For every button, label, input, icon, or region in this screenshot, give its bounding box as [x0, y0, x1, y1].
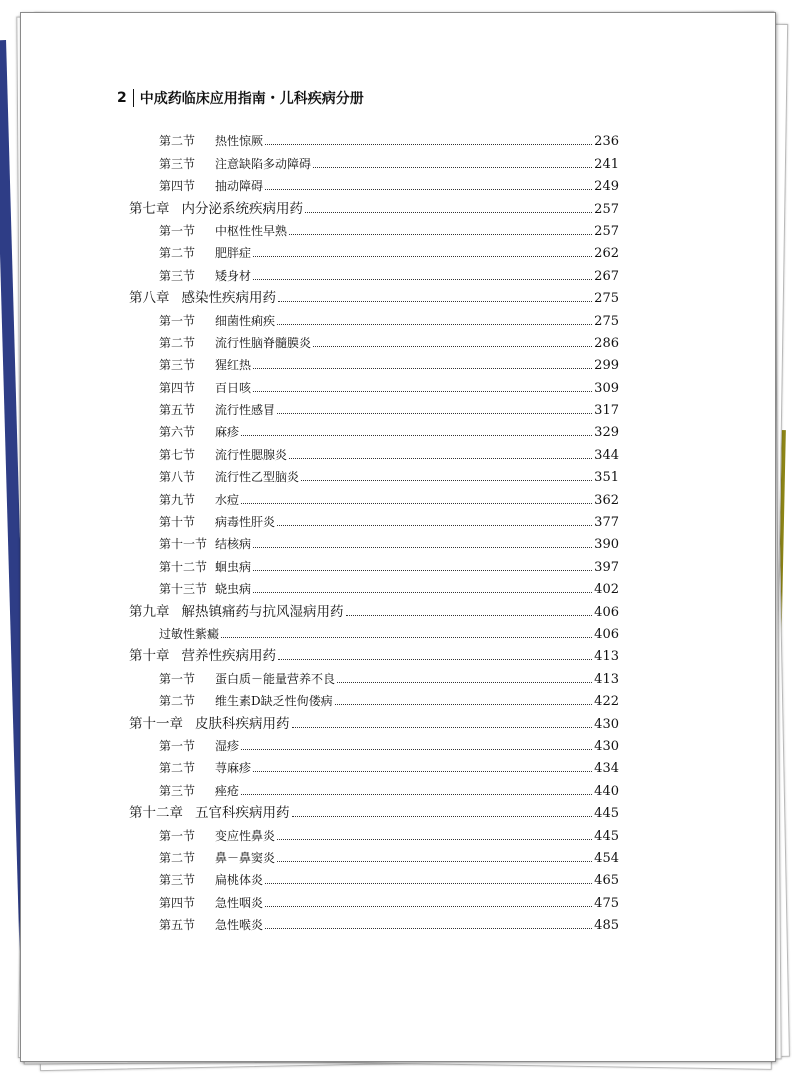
toc-entry-page: 362 [594, 492, 619, 508]
toc-entry-title: 鼻－鼻窦炎 [215, 850, 276, 865]
toc-section-entry[interactable] [129, 888, 619, 910]
toc-section-entry[interactable] [129, 463, 619, 485]
toc-section-entry[interactable] [129, 844, 619, 866]
toc-entry-page: 413 [594, 649, 619, 665]
toc-entry-title: 急性喉炎 [215, 918, 264, 933]
toc-section-entry[interactable] [129, 552, 619, 574]
toc-entry-page: 402 [594, 582, 619, 598]
toc-entry-title: 百日咳 [215, 380, 252, 395]
toc-entry-page: 236 [594, 134, 619, 150]
toc-entry-title: 蛋白质－能量营养不良 [215, 671, 336, 686]
toc-entry-title: 解热镇痛药与抗风湿病用药 [181, 603, 344, 620]
toc-entry-number: 第三节 [159, 873, 196, 888]
toc-entry-title: 痤疮 [215, 783, 240, 798]
toc-entry-number: 第三节 [159, 268, 196, 283]
toc-entry-page: 406 [594, 626, 619, 642]
dot-leader [289, 457, 592, 459]
dot-leader [277, 838, 592, 840]
toc-entry-number: 第一节 [159, 738, 196, 753]
dot-leader [278, 658, 592, 660]
toc-entry-title: 五官科疾病用药 [195, 805, 290, 822]
toc-section-entry[interactable] [129, 149, 619, 171]
dot-leader [265, 927, 592, 929]
dot-leader [221, 636, 592, 638]
toc-entry-number: 第二节 [159, 134, 196, 149]
dot-leader [253, 770, 592, 772]
toc-section-entry[interactable] [129, 687, 619, 709]
toc-entry-page: 445 [594, 828, 619, 844]
dot-leader [241, 502, 592, 504]
toc-entry-title: 扁桃体炎 [215, 873, 264, 888]
toc-entry-page: 351 [594, 470, 619, 486]
toc-entry-page: 309 [594, 380, 619, 396]
toc-entry-page: 257 [594, 223, 619, 239]
toc-entry-page: 262 [594, 246, 619, 262]
toc-entry-page: 241 [594, 156, 619, 172]
dot-leader [265, 905, 592, 907]
toc-entry-page: 390 [594, 537, 619, 553]
toc-section-entry[interactable] [129, 373, 619, 395]
toc-section-entry[interactable] [129, 821, 619, 843]
table-of-contents [129, 127, 619, 933]
toc-entry-page: 445 [594, 806, 619, 822]
toc-entry-number: 第十三节 [159, 582, 208, 597]
toc-section-entry[interactable] [129, 351, 619, 373]
toc-section-entry[interactable] [129, 732, 619, 754]
toc-entry-number: 第二节 [159, 850, 196, 865]
toc-section-entry[interactable] [129, 172, 619, 194]
toc-section-entry[interactable] [129, 508, 619, 530]
toc-section-entry[interactable] [129, 418, 619, 440]
toc-entry-number: 第二节 [159, 694, 196, 709]
toc-section-entry[interactable] [129, 329, 619, 351]
toc-entry-page: 454 [594, 850, 619, 866]
dot-leader [277, 524, 592, 526]
toc-entry-page: 422 [594, 694, 619, 710]
dot-leader [265, 882, 592, 884]
toc-entry-number: 第六节 [159, 425, 196, 440]
toc-entry-title: 维生素D缺乏性佝偻病 [215, 694, 333, 709]
toc-entry-page: 275 [594, 291, 619, 307]
dot-leader [253, 390, 592, 392]
toc-entry-title: 感染性疾病用药 [181, 290, 276, 307]
toc-entry-title: 热性惊厥 [215, 134, 264, 149]
dot-leader [278, 300, 592, 302]
toc-entry-page: 440 [594, 783, 619, 799]
toc-section-entry[interactable] [129, 911, 619, 933]
toc-entry-page: 406 [594, 604, 619, 620]
dot-leader [241, 793, 592, 795]
toc-entry-title: 流行性乙型脑炎 [215, 470, 300, 485]
toc-entry-title: 矮身材 [215, 268, 252, 283]
toc-entry-title: 麻疹 [215, 425, 240, 440]
toc-entry-number: 第七节 [159, 447, 196, 462]
toc-entry-title: 流行性脑脊髓膜炎 [215, 335, 312, 350]
dot-leader [313, 166, 592, 168]
toc-entry-title: 皮肤科疾病用药 [195, 715, 290, 732]
dot-leader [313, 345, 592, 347]
toc-section-entry[interactable] [129, 620, 619, 642]
dot-leader [253, 367, 592, 369]
toc-section-entry[interactable] [129, 440, 619, 462]
toc-entry-number: 第十一章 [129, 715, 183, 732]
toc-entry-page: 267 [594, 268, 619, 284]
toc-entry-title: 过敏性紫癜 [159, 626, 220, 641]
toc-entry-number: 第九章 [129, 603, 170, 620]
toc-entry-number: 第十章 [129, 648, 170, 665]
dot-leader [305, 211, 592, 213]
dot-leader [265, 188, 592, 190]
toc-entry-page: 377 [594, 515, 619, 531]
toc-entry-page: 275 [594, 313, 619, 329]
dot-leader [253, 546, 592, 548]
toc-entry-page: 257 [594, 201, 619, 217]
running-head [117, 88, 364, 108]
toc-entry-page: 344 [594, 447, 619, 463]
toc-section-entry[interactable] [129, 776, 619, 798]
toc-entry-title: 蛲虫病 [215, 582, 252, 597]
toc-entry-number: 第三节 [159, 783, 196, 798]
toc-entry-number: 第五节 [159, 918, 196, 933]
toc-entry-title: 肥胖症 [215, 246, 252, 261]
toc-entry-title: 蛔虫病 [215, 559, 252, 574]
page-number: 2 [117, 90, 127, 106]
toc-entry-page: 317 [594, 403, 619, 419]
toc-entry-title: 水痘 [215, 492, 240, 507]
toc-entry-page: 434 [594, 761, 619, 777]
toc-entry-title: 湿疹 [215, 738, 240, 753]
toc-entry-title: 中枢性性早熟 [215, 223, 288, 238]
toc-entry-title: 荨麻疹 [215, 761, 252, 776]
toc-section-entry[interactable] [129, 306, 619, 328]
toc-entry-number: 第十一节 [159, 537, 208, 552]
toc-entry-page: 475 [594, 895, 619, 911]
toc-entry-page: 430 [594, 716, 619, 732]
toc-entry-number: 第一节 [159, 313, 196, 328]
dot-leader [277, 323, 592, 325]
toc-entry-page: 299 [594, 358, 619, 374]
toc-entry-title: 猩红热 [215, 358, 252, 373]
toc-chapter-entry[interactable] [129, 642, 619, 664]
dot-leader [253, 569, 592, 571]
toc-entry-page: 286 [594, 335, 619, 351]
dot-leader [337, 681, 592, 683]
toc-entry-number: 第四节 [159, 380, 196, 395]
toc-entry-number: 第七章 [129, 200, 170, 217]
toc-entry-number: 第一节 [159, 828, 196, 843]
toc-entry-title: 变应性鼻炎 [215, 828, 276, 843]
toc-entry-number: 第三节 [159, 358, 196, 373]
toc-entry-title: 抽动障碍 [215, 179, 264, 194]
dot-leader [253, 255, 592, 257]
toc-entry-number: 第十二章 [129, 805, 183, 822]
toc-entry-page: 430 [594, 738, 619, 754]
dot-leader [301, 479, 592, 481]
toc-section-entry[interactable] [129, 239, 619, 261]
toc-section-entry[interactable] [129, 217, 619, 239]
toc-entry-number: 第十节 [159, 515, 196, 530]
toc-entry-page: 249 [594, 179, 619, 195]
dot-leader [253, 591, 592, 593]
toc-entry-title: 病毒性肝炎 [215, 515, 276, 530]
toc-entry-title: 急性咽炎 [215, 895, 264, 910]
toc-entry-number: 第三节 [159, 156, 196, 171]
toc-entry-number: 第八章 [129, 290, 170, 307]
dot-leader [241, 434, 592, 436]
toc-entry-number: 第二节 [159, 246, 196, 261]
toc-entry-title: 营养性疾病用药 [181, 648, 276, 665]
toc-entry-number: 第二节 [159, 335, 196, 350]
toc-entry-number: 第四节 [159, 179, 196, 194]
toc-section-entry[interactable] [129, 261, 619, 283]
toc-entry-page: 485 [594, 918, 619, 934]
dot-leader [277, 860, 592, 862]
toc-entry-title: 流行性感冒 [215, 403, 276, 418]
dot-leader [277, 412, 592, 414]
dot-leader [292, 815, 593, 817]
toc-section-entry[interactable] [129, 866, 619, 888]
dot-leader [335, 703, 593, 705]
toc-entry-number: 第二节 [159, 761, 196, 776]
toc-entry-title: 结核病 [215, 537, 252, 552]
toc-section-entry[interactable] [129, 396, 619, 418]
toc-chapter-entry[interactable] [129, 709, 619, 731]
toc-entry-number: 第九节 [159, 492, 196, 507]
toc-entry-number: 第八节 [159, 470, 196, 485]
dot-leader [253, 278, 592, 280]
dot-leader [265, 143, 592, 145]
toc-entry-number: 第一节 [159, 223, 196, 238]
dot-leader [241, 748, 592, 750]
toc-section-entry[interactable] [129, 127, 619, 149]
toc-section-entry[interactable] [129, 664, 619, 686]
toc-entry-title: 细菌性痢疾 [215, 313, 276, 328]
toc-entry-title: 流行性腮腺炎 [215, 447, 288, 462]
dot-leader [346, 614, 593, 616]
toc-chapter-entry[interactable] [129, 799, 619, 821]
book-page [20, 12, 776, 1062]
toc-entry-number: 第四节 [159, 895, 196, 910]
toc-chapter-entry[interactable] [129, 284, 619, 306]
toc-entry-title: 内分泌系统疾病用药 [181, 200, 303, 217]
toc-chapter-entry[interactable] [129, 597, 619, 619]
toc-entry-number: 第一节 [159, 671, 196, 686]
toc-entry-number: 第十二节 [159, 559, 208, 574]
toc-entry-page: 413 [594, 671, 619, 687]
toc-section-entry[interactable] [129, 485, 619, 507]
toc-section-entry[interactable] [129, 575, 619, 597]
dot-leader [289, 233, 592, 235]
toc-entry-title: 注意缺陷多动障碍 [215, 156, 312, 171]
toc-entry-page: 329 [594, 425, 619, 441]
toc-section-entry[interactable] [129, 754, 619, 776]
book-title: 中成药临床应用指南・儿科疾病分册 [139, 91, 364, 107]
toc-section-entry[interactable] [129, 530, 619, 552]
toc-entry-page: 465 [594, 873, 619, 889]
toc-chapter-entry[interactable] [129, 194, 619, 216]
toc-entry-number: 第五节 [159, 403, 196, 418]
toc-entry-page: 397 [594, 559, 619, 575]
dot-leader [292, 726, 593, 728]
header-divider [133, 89, 134, 107]
